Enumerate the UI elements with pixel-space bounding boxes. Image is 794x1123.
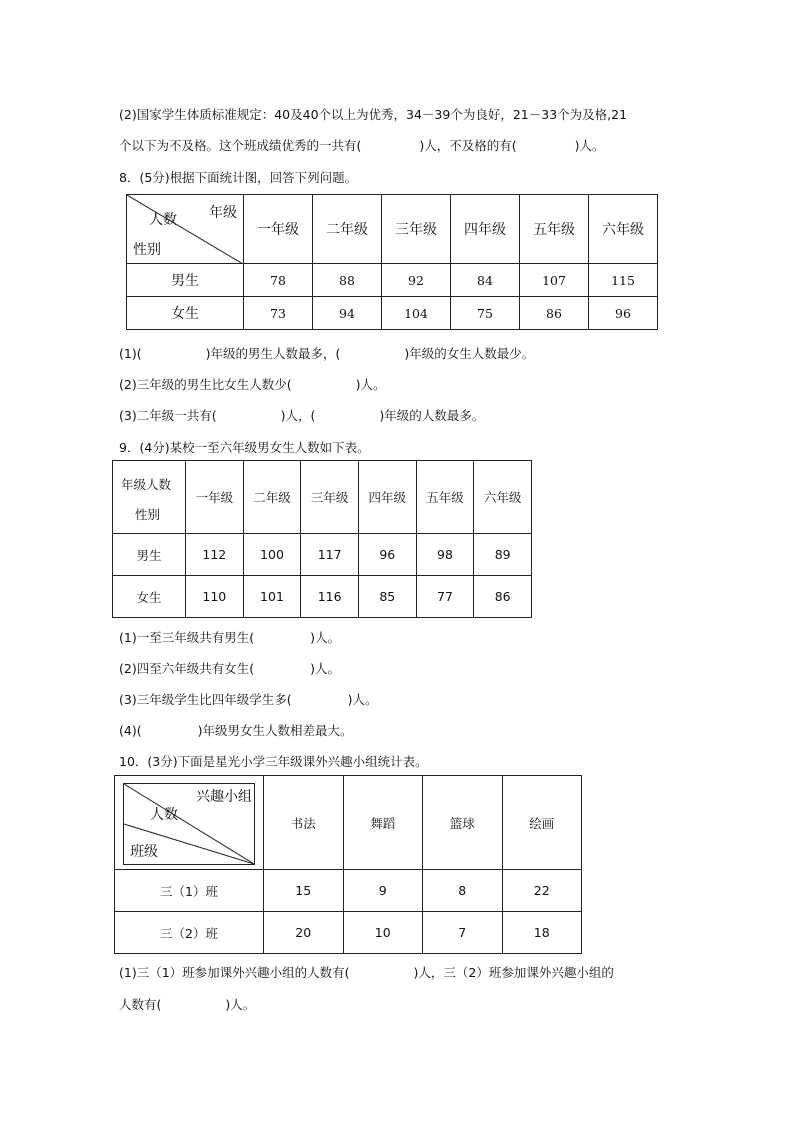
question-text: )人。	[225, 997, 256, 1012]
intro-line-1: (2)国家学生体质标准规定：40及40个以上为优秀，34－39个为良好，21－33个为及格,21	[119, 107, 628, 122]
q8-cell: 86	[520, 297, 589, 330]
q10-header-3: 篮球	[423, 776, 503, 870]
q10-cell: 7	[423, 912, 503, 954]
q8-corner-top: 年级	[209, 205, 237, 221]
q9-cell: 86	[474, 576, 532, 618]
q10-row-label: 三（1）班	[115, 870, 264, 912]
table-row	[115, 912, 582, 954]
question-text: (3)二年级一共有(	[119, 408, 217, 423]
q9-cell: 77	[416, 576, 474, 618]
q10-header-4: 绘画	[502, 776, 582, 870]
question-text: (1)一至三年级共有男生(	[119, 630, 255, 645]
q9-cell: 89	[474, 534, 532, 576]
q8-cell: 84	[451, 264, 520, 297]
q8-question-3	[119, 406, 484, 424]
q8-header-5: 五年级	[520, 195, 589, 264]
q9-header-4: 四年级	[358, 461, 416, 534]
q10-cell: 20	[264, 912, 344, 954]
q8-corner-bottom: 性别	[133, 242, 161, 258]
q10-header-2: 舞蹈	[343, 776, 423, 870]
q9-cell: 96	[358, 534, 416, 576]
q8-cell: 115	[589, 264, 658, 297]
q10-row-label: 三（2）班	[115, 912, 264, 954]
q8-cell: 88	[313, 264, 382, 297]
intro-text-b: )人，不及格的有(	[419, 138, 517, 153]
q8-header-4: 四年级	[451, 195, 520, 264]
q10-header-1: 书法	[264, 776, 344, 870]
question-text: (4)(	[119, 723, 142, 738]
q10-corner-mid: 人数	[150, 807, 178, 823]
q9-cell: 116	[301, 576, 359, 618]
q10-corner-bottom: 班级	[130, 844, 158, 860]
q8-title: 8．(5分)根据下面统计图，回答下列问题。	[119, 170, 358, 185]
q9-header-5: 五年级	[416, 461, 474, 534]
q8-corner-mid: 人数	[149, 212, 177, 228]
q9-question-1	[119, 628, 340, 646]
q9-header-3: 三年级	[301, 461, 359, 534]
q10-table	[114, 775, 582, 954]
table-row	[113, 576, 532, 618]
q9-table	[112, 460, 532, 618]
intro-text-a: 个以下为不及格。这个班成绩优秀的一共有(	[119, 138, 362, 153]
q8-header-2: 二年级	[313, 195, 382, 264]
q9-question-3	[119, 690, 377, 708]
q8-cell: 104	[382, 297, 451, 330]
question-text: )人，三（2）班参加课外兴趣小组的	[413, 965, 614, 980]
question-text: (1)三（1）班参加课外兴趣小组的人数有(	[119, 965, 350, 980]
q8-cell: 75	[451, 297, 520, 330]
q9-header-2: 二年级	[243, 461, 301, 534]
q10-cell: 8	[423, 870, 503, 912]
question-text: (1)(	[119, 346, 142, 361]
intro-line-2	[119, 136, 605, 154]
q8-cell: 94	[313, 297, 382, 330]
q9-header-6: 六年级	[474, 461, 532, 534]
q9-corner-top: 年级人数	[121, 477, 172, 492]
q9-question-4	[119, 721, 352, 739]
q8-cell: 107	[520, 264, 589, 297]
q8-cell: 78	[244, 264, 313, 297]
question-text: )人。	[355, 377, 386, 392]
q10-question-1-cont	[119, 995, 255, 1013]
table-row	[127, 264, 658, 297]
table-row	[115, 870, 582, 912]
q9-title: 9．(4分)某校一至六年级男女生人数如下表。	[119, 440, 370, 455]
q9-corner-bottom: 性别	[135, 507, 161, 522]
question-text: )年级男女生人数相差最大。	[197, 723, 353, 738]
q9-cell: 85	[358, 576, 416, 618]
q10-cell: 9	[343, 870, 423, 912]
q9-header-1: 一年级	[186, 461, 244, 534]
q9-cell: 112	[186, 534, 244, 576]
question-text: )年级的女生人数最少。	[404, 346, 535, 361]
q9-corner-cell	[113, 461, 186, 534]
question-text: (2)三年级的男生比女生人数少(	[119, 377, 292, 392]
question-text: )人。	[310, 630, 340, 645]
table-row	[113, 534, 532, 576]
q9-cell: 100	[243, 534, 301, 576]
q9-cell: 110	[186, 576, 244, 618]
q8-cell: 92	[382, 264, 451, 297]
q8-table	[126, 194, 658, 330]
q8-cell: 96	[589, 297, 658, 330]
q10-question-1	[119, 963, 614, 981]
q8-row-label: 男生	[127, 264, 244, 297]
intro-text-c: )人。	[574, 138, 605, 153]
q9-row-label: 女生	[113, 576, 186, 618]
q9-question-2	[119, 659, 340, 677]
q9-cell: 117	[301, 534, 359, 576]
q9-row-label: 男生	[113, 534, 186, 576]
q8-header-6: 六年级	[589, 195, 658, 264]
question-text: (2)四至六年级共有女生(	[119, 661, 255, 676]
q10-corner-box	[123, 783, 255, 865]
q10-cell: 10	[343, 912, 423, 954]
q10-cell: 22	[502, 870, 582, 912]
q8-question-1	[119, 344, 534, 362]
q9-cell: 101	[243, 576, 301, 618]
q9-cell: 98	[416, 534, 474, 576]
question-text: (3)三年级学生比四年级学生多(	[119, 692, 292, 707]
question-text: 人数有(	[119, 997, 162, 1012]
table-row	[127, 297, 658, 330]
question-text: )年级的人数最多。	[379, 408, 485, 423]
q8-header-1: 一年级	[244, 195, 313, 264]
q10-cell: 15	[264, 870, 344, 912]
question-text: )人。	[347, 692, 378, 707]
q10-title: 10．(3分)下面是星光小学三年级课外兴趣小组统计表。	[119, 754, 428, 769]
q10-corner-top: 兴趣小组	[196, 789, 252, 805]
question-text: )人，(	[280, 408, 316, 423]
question-text: )年级的男生人数最多，(	[205, 346, 341, 361]
q8-corner-cell	[127, 195, 244, 264]
q8-question-2	[119, 375, 385, 393]
q8-row-label: 女生	[127, 297, 244, 330]
question-text: )人。	[310, 661, 340, 676]
q8-header-3: 三年级	[382, 195, 451, 264]
q8-cell: 73	[244, 297, 313, 330]
q10-corner-cell	[115, 776, 264, 870]
q10-cell: 18	[502, 912, 582, 954]
